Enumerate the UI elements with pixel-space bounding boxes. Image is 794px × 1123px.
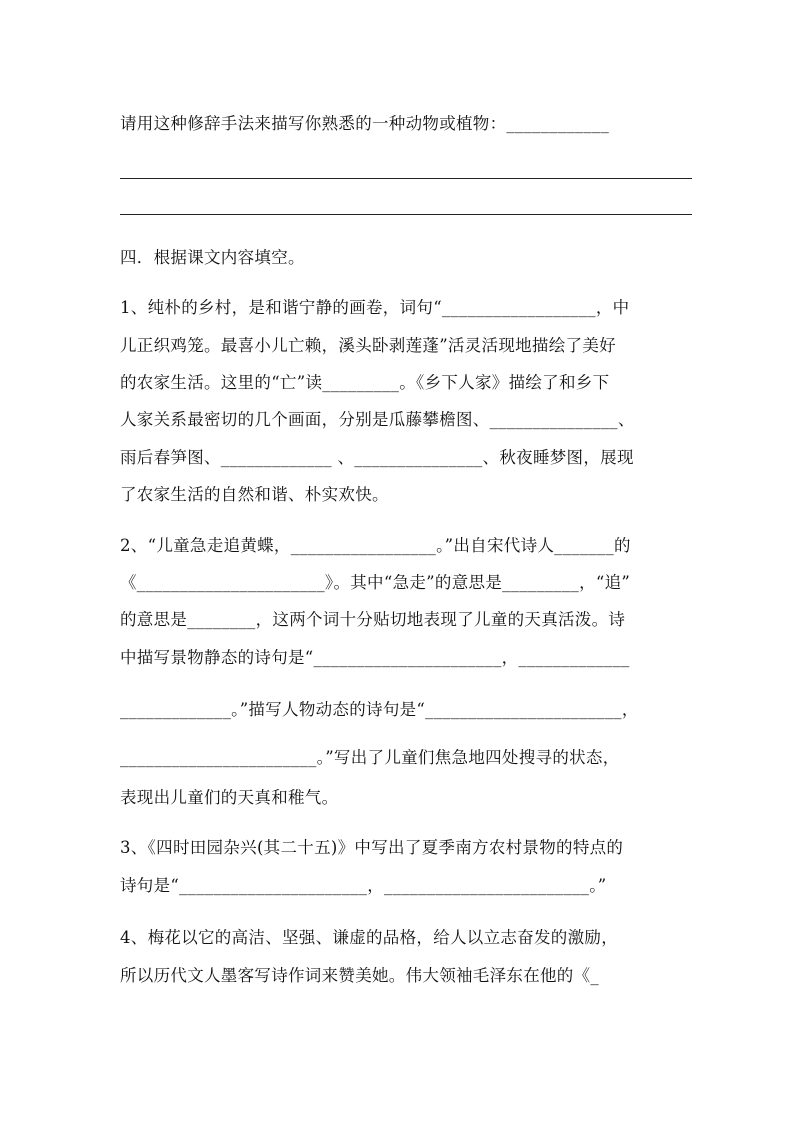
q2-line-7: 表现出儿童们的天真和稚气。 (120, 788, 339, 807)
q2-line-3: 的意思是________，这两个词十分贴切地表现了儿童的天真活泼。诗 (120, 610, 626, 629)
q1-line-5: 雨后春笋图、_____________ 、_______________、秋夜睡梦图，展现 (120, 448, 634, 467)
q1-line-6: 了农家生活的自然和谐、朴实欢快。 (120, 485, 389, 504)
q1-line-3: 的农家生活。这里的“亡”读_________。《乡下人家》描绘了和乡下 (120, 373, 610, 392)
q2-line-1: 2、“儿童急走追黄蝶，_________________。”出自宋代诗人_______的 (120, 536, 631, 555)
section-heading: 四．根据课文内容填空。 (120, 248, 305, 267)
q4-line-2: 所以历代文人墨客写诗作词来赞美她。伟大领袖毛泽东在他的《_ (120, 966, 599, 985)
q2-line-6: _______________________。”写出了儿童们焦急地四处搜寻的状态， (120, 748, 620, 767)
answer-line-1 (120, 178, 692, 179)
q1-line-4: 人家关系最密切的几个画面，分别是瓜藤攀檐图、_______________、 (120, 410, 635, 429)
q3-line-1: 3、《四时田园杂兴(其二十五)》中写出了夏季南方农村景物的特点的 (120, 838, 624, 857)
q3-line-2: 诗句是“______________________，________________________。” (120, 876, 607, 895)
q4-line-1: 4、梅花以它的高洁、坚强、谦虚的品格，给人以立志奋发的激励， (120, 928, 618, 947)
q2-line-4: 中描写景物静态的诗句是“______________________，_____________ (120, 648, 630, 667)
q1-line-2: 儿正织鸡笼。最喜小儿亡赖，溪头卧剥莲蓬”活灵活现地描绘了美好 (120, 336, 616, 355)
q2-line-5: _____________。”描写人物动态的诗句是“_______________________， (120, 700, 639, 719)
q2-line-2: 《______________________》。其中“急走”的意思是_________，“追” (120, 573, 631, 592)
answer-line-2 (120, 214, 692, 215)
intro-prompt: 请用这种修辞手法来描写你熟悉的一种动物或植物：____________ (120, 114, 609, 133)
q1-line-1: 1、纯朴的乡村，是和谐宁静的画卷，词句“__________________，中 (120, 298, 630, 317)
